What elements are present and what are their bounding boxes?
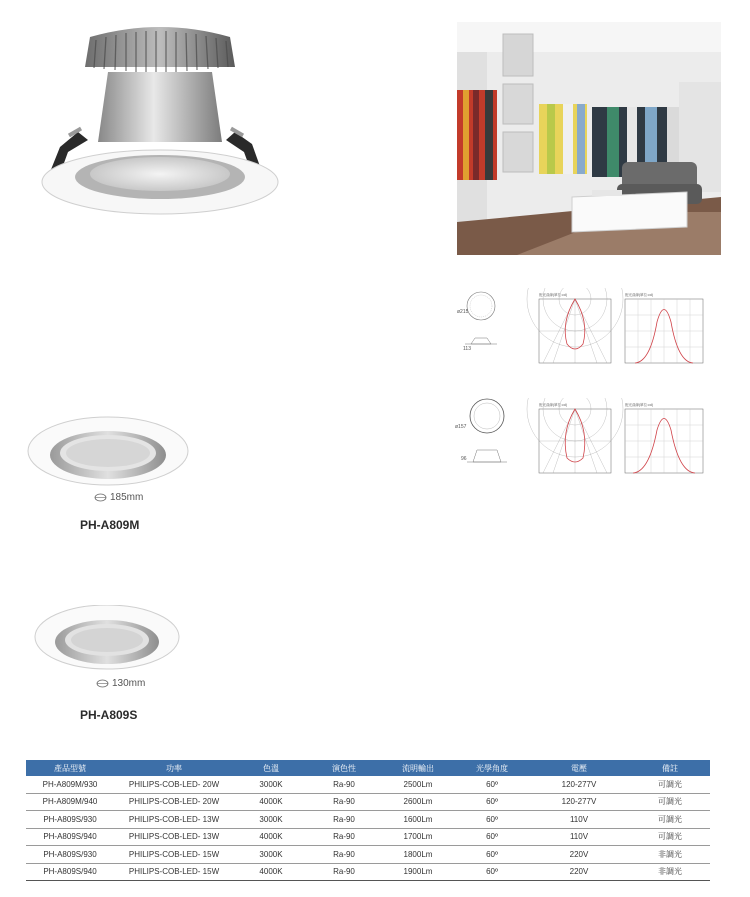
header-beam-angle: 光學角度 (456, 760, 528, 776)
cell-lumen: 1900Lm (380, 863, 456, 881)
cell-voltage: 110V (528, 811, 630, 829)
svg-text:配光曲線(單位:cd): 配光曲線(單位:cd) (625, 403, 653, 407)
cell-remarks: 可調光 (630, 793, 710, 811)
header-lumen: 流明輸出 (380, 760, 456, 776)
cell-color-temp: 4000K (234, 863, 308, 881)
cutout-value-m: 185mm (110, 492, 144, 503)
table-row (26, 793, 710, 811)
cell-voltage: 110V (528, 828, 630, 846)
cell-power: PHILIPS-COB-LED- 15W (114, 846, 234, 864)
cell-remarks: 非調光 (630, 846, 710, 864)
cell-remarks: 可調光 (630, 828, 710, 846)
cutout-dimension-m (94, 492, 143, 503)
cell-voltage: 220V (528, 863, 630, 881)
cell-beam-angle: 60º (456, 828, 528, 846)
cell-voltage: 220V (528, 846, 630, 864)
cell-power: PHILIPS-COB-LED- 13W (114, 828, 234, 846)
cell-color-temp: 4000K (234, 793, 308, 811)
cutout-icon (94, 493, 107, 502)
cell-lumen: 2500Lm (380, 776, 456, 793)
cell-beam-angle: 60º (456, 811, 528, 829)
cell-lumen: 2600Lm (380, 793, 456, 811)
header-model: 產品型號 (26, 760, 114, 776)
cell-cri: Ra-90 (308, 776, 380, 793)
svg-text:配光曲線(單位:cd): 配光曲線(單位:cd) (539, 403, 567, 407)
cell-voltage: 120-277V (528, 793, 630, 811)
cell-power: PHILIPS-COB-LED- 15W (114, 863, 234, 881)
cell-remarks: 非調光 (630, 863, 710, 881)
cell-lumen: 1700Lm (380, 828, 456, 846)
showroom-photo (457, 22, 721, 255)
cell-lumen: 1600Lm (380, 811, 456, 829)
table-row (26, 828, 710, 846)
polar-curve-m (527, 288, 623, 363)
model-name-m: PH-A809M (80, 518, 140, 532)
header-voltage: 電壓 (528, 760, 630, 776)
fixture-image-s (34, 605, 182, 675)
photometric-diagram-s (447, 398, 717, 478)
linear-curve-m (625, 292, 703, 363)
cell-power: PHILIPS-COB-LED- 20W (114, 776, 234, 793)
cell-cri: Ra-90 (308, 828, 380, 846)
table-row (26, 863, 710, 881)
cell-color-temp: 3000K (234, 846, 308, 864)
cell-beam-angle: 60º (456, 793, 528, 811)
linear-curve-s (625, 402, 703, 473)
cell-beam-angle: 60º (456, 846, 528, 864)
header-cri: 演色性 (308, 760, 380, 776)
polar-curve-s (527, 398, 623, 473)
header-remarks: 備註 (630, 760, 710, 776)
cell-model: PH-A809M/940 (26, 793, 114, 811)
cell-model: PH-A809S/940 (26, 863, 114, 881)
photometric-diagram-m (447, 288, 717, 368)
table-row (26, 846, 710, 864)
cell-power: PHILIPS-COB-LED- 13W (114, 811, 234, 829)
cell-voltage: 120-277V (528, 776, 630, 793)
cell-lumen: 1800Lm (380, 846, 456, 864)
header-power: 功率 (114, 760, 234, 776)
table-row (26, 811, 710, 829)
cell-cri: Ra-90 (308, 846, 380, 864)
cell-remarks: 可調光 (630, 776, 710, 793)
spec-table (26, 760, 710, 881)
cell-remarks: 可調光 (630, 811, 710, 829)
cell-model: PH-A809S/930 (26, 846, 114, 864)
cell-color-temp: 4000K (234, 828, 308, 846)
header-color-temp: 色溫 (234, 760, 308, 776)
svg-text:配光曲線(單位:cd): 配光曲線(單位:cd) (539, 293, 567, 297)
cutout-value-s: 130mm (112, 678, 146, 689)
dimension-drawing-s (455, 399, 507, 462)
downlight-hero-image (30, 22, 280, 222)
table-header-row (26, 760, 710, 776)
fixture-image-m (26, 415, 191, 490)
cell-cri: Ra-90 (308, 811, 380, 829)
svg-text:配光曲線(單位:cd): 配光曲線(單位:cd) (625, 293, 653, 297)
cell-beam-angle: 60º (456, 776, 528, 793)
cell-model: PH-A809S/940 (26, 828, 114, 846)
height-label-m: 113 (463, 346, 471, 352)
cell-color-temp: 3000K (234, 776, 308, 793)
cell-cri: Ra-90 (308, 863, 380, 881)
model-name-s: PH-A809S (80, 708, 138, 722)
cell-cri: Ra-90 (308, 793, 380, 811)
dimension-drawing-m (457, 292, 497, 352)
cell-model: PH-A809S/930 (26, 811, 114, 829)
cell-color-temp: 3000K (234, 811, 308, 829)
cell-model: PH-A809M/930 (26, 776, 114, 793)
table-row (26, 776, 710, 793)
cutout-dimension-s (96, 678, 145, 689)
cutout-icon (96, 679, 109, 688)
height-label-s: 96 (461, 456, 467, 462)
cell-power: PHILIPS-COB-LED- 20W (114, 793, 234, 811)
diameter-label-m: ø215 (457, 309, 469, 315)
diameter-label-s: ø157 (455, 424, 467, 430)
cell-beam-angle: 60º (456, 863, 528, 881)
